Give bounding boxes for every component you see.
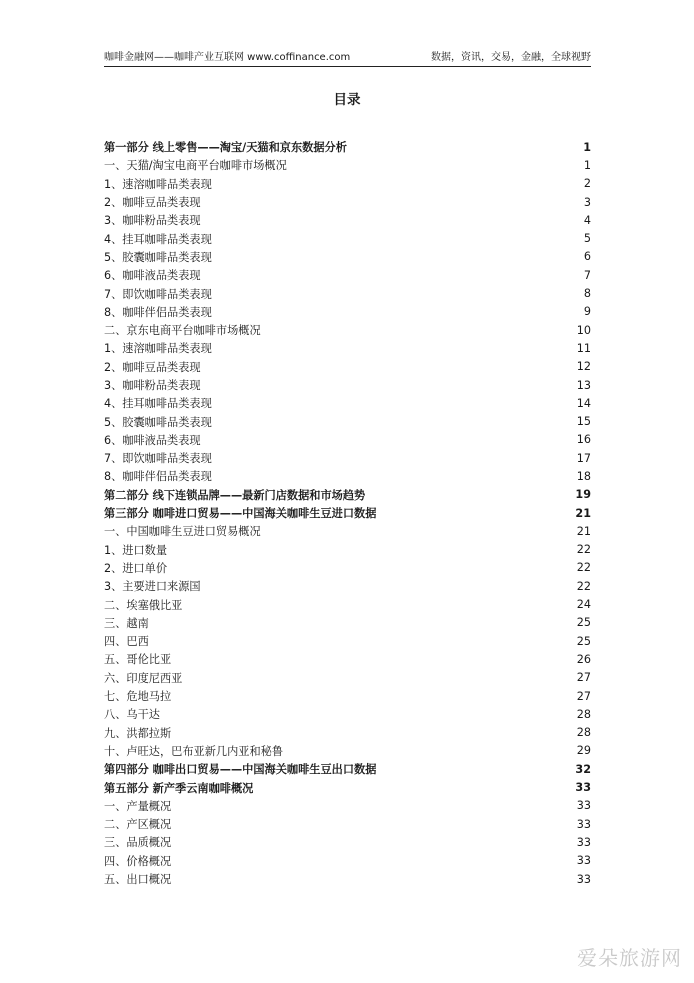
toc-entry-page-number: 33: [576, 854, 591, 868]
toc-entry-label: 三、品质概况: [104, 836, 172, 850]
toc-entry-label: 3、主要进口来源国: [104, 580, 201, 594]
page-header: [104, 50, 591, 67]
toc-entry[interactable]: [104, 522, 591, 540]
toc-part-entry[interactable]: [104, 486, 591, 504]
toc-entry[interactable]: [104, 815, 591, 833]
toc-entry-page-number: 2: [583, 177, 591, 191]
toc-entry[interactable]: [104, 595, 591, 613]
toc-entry-label: 4、挂耳咖啡品类表现: [104, 232, 212, 246]
toc-entry-label: 六、印度尼西亚: [104, 671, 183, 685]
toc-entry-page-number: 27: [576, 671, 591, 685]
toc-entry-page-number: 19: [575, 488, 591, 502]
toc-entry-page-number: 28: [576, 726, 591, 740]
toc-entry-page-number: 27: [576, 689, 591, 703]
toc-entry[interactable]: [104, 339, 591, 357]
toc-entry-label: 3、咖啡粉品类表现: [104, 379, 201, 392]
toc-entry-label: 七、危地马拉: [104, 690, 172, 704]
toc-entry[interactable]: [104, 650, 591, 668]
toc-entry-page-number: 13: [576, 378, 591, 392]
toc-entry-label: 五、哥伦比亚: [104, 653, 172, 667]
toc-entry[interactable]: [104, 321, 591, 339]
toc-entry-label: 1、进口数量: [104, 543, 168, 557]
toc-entry-page-number: 4: [583, 213, 591, 227]
toc-entry-label: 7、即饮咖啡品类表现: [104, 452, 212, 466]
toc-entry-page-number: 7: [583, 268, 591, 282]
toc-entry[interactable]: [104, 431, 591, 449]
toc-entry-label: 三、越南: [104, 616, 149, 630]
toc-entry[interactable]: [104, 394, 591, 412]
toc-entry[interactable]: [104, 284, 591, 302]
toc-entry[interactable]: [104, 742, 591, 760]
toc-entry[interactable]: [104, 797, 591, 815]
toc-entry-label: 1、速溶咖啡品类表现: [104, 177, 212, 191]
toc-entry-label: 第四部分 咖啡出口贸易——中国海关咖啡生豆出口数据: [104, 763, 377, 777]
toc-entry-page-number: 9: [583, 305, 591, 319]
table-of-contents: [104, 138, 591, 888]
toc-entry-page-number: 10: [576, 323, 591, 337]
toc-entry-label: 第二部分 线下连锁品牌——最新门店数据和市场趋势: [104, 488, 366, 502]
toc-entry-page-number: 33: [575, 781, 591, 795]
toc-entry-page-number: 8: [583, 287, 591, 301]
toc-entry-label: 4、挂耳咖啡品类表现: [104, 397, 212, 411]
toc-entry-label: 3、咖啡粉品类表现: [104, 214, 201, 228]
toc-entry[interactable]: [104, 541, 591, 559]
toc-entry-label: 1、速溶咖啡品类表现: [104, 342, 212, 356]
toc-entry-label: 一、产量概况: [104, 799, 172, 813]
toc-entry-page-number: 18: [576, 469, 591, 483]
toc-entry-page-number: 3: [583, 195, 591, 209]
toc-part-entry[interactable]: [104, 760, 591, 778]
toc-entry-page-number: 33: [576, 872, 591, 886]
toc-entry-page-number: 16: [576, 433, 591, 447]
toc-entry-label: 5、胶囊咖啡品类表现: [104, 415, 212, 429]
toc-entry-page-number: 33: [576, 835, 591, 849]
toc-entry-label: 2、咖啡豆品类表现: [104, 360, 201, 374]
toc-entry-page-number: 29: [576, 744, 591, 758]
toc-entry[interactable]: [104, 248, 591, 266]
toc-part-entry[interactable]: [104, 504, 591, 522]
toc-entry-label: 7、即饮咖啡品类表现: [104, 287, 212, 301]
toc-entry-page-number: 22: [576, 543, 591, 557]
toc-entry-label: 四、价格概况: [104, 854, 172, 868]
toc-entry-page-number: 12: [576, 360, 591, 374]
toc-entry-label: 6、咖啡液品类表现: [104, 433, 201, 447]
toc-entry[interactable]: [104, 229, 591, 247]
toc-entry-page-number: 17: [576, 451, 591, 465]
toc-entry-page-number: 25: [576, 616, 591, 630]
toc-entry[interactable]: [104, 852, 591, 870]
toc-entry-label: 二、产区概况: [104, 818, 172, 832]
toc-part-entry[interactable]: [104, 138, 591, 156]
toc-entry-label: 一、中国咖啡生豆进口贸易概况: [104, 525, 261, 539]
toc-entry-page-number: 6: [583, 250, 591, 264]
toc-entry[interactable]: [104, 303, 591, 321]
toc-entry-label: 第三部分 咖啡进口贸易——中国海关咖啡生豆进口数据: [104, 507, 377, 521]
toc-entry-label: 2、进口单价: [104, 561, 168, 575]
toc-entry-label: 四、巴西: [104, 635, 149, 649]
toc-entry[interactable]: [104, 193, 591, 211]
toc-entry-label: 五、出口概况: [104, 873, 172, 887]
toc-entry[interactable]: [104, 266, 591, 284]
toc-entry-page-number: 24: [576, 598, 591, 612]
toc-entry-label: 8、咖啡伴侣品类表现: [104, 470, 212, 484]
toc-entry-page-number: 22: [576, 579, 591, 593]
toc-entry-label: 6、咖啡液品类表现: [104, 269, 201, 283]
toc-entry-label: 5、胶囊咖啡品类表现: [104, 250, 212, 264]
toc-entry[interactable]: [104, 175, 591, 193]
toc-entry[interactable]: [104, 614, 591, 632]
toc-entry-page-number: 1: [583, 158, 591, 172]
toc-entry-page-number: 25: [576, 634, 591, 648]
toc-entry[interactable]: [104, 669, 591, 687]
toc-entry[interactable]: [104, 632, 591, 650]
toc-entry-page-number: 33: [576, 799, 591, 813]
toc-part-entry[interactable]: [104, 778, 591, 796]
toc-entry-page-number: 14: [576, 396, 591, 410]
toc-entry[interactable]: [104, 449, 591, 467]
toc-entry-label: 二、埃塞俄比亚: [104, 598, 183, 612]
toc-entry[interactable]: [104, 559, 591, 577]
toc-entry[interactable]: [104, 724, 591, 742]
toc-entry-label: 九、洪都拉斯: [104, 726, 172, 740]
toc-entry-page-number: 5: [583, 232, 591, 246]
toc-entry-page-number: 22: [576, 561, 591, 575]
toc-entry[interactable]: [104, 156, 591, 174]
toc-entry[interactable]: [104, 211, 591, 229]
toc-title: 目录: [333, 92, 361, 108]
toc-entry[interactable]: [104, 358, 591, 376]
toc-entry[interactable]: [104, 376, 591, 394]
toc-entry[interactable]: [104, 833, 591, 851]
toc-entry-label: 十、卢旺达，巴布亚新几内亚和秘鲁: [104, 744, 284, 758]
toc-entry[interactable]: [104, 705, 591, 723]
toc-entry-page-number: 15: [576, 415, 591, 429]
toc-entry-page-number: 11: [576, 341, 591, 355]
toc-entry-page-number: 26: [576, 652, 591, 666]
toc-entry-page-number: 28: [576, 707, 591, 721]
header-left-text: 咖啡金融网——咖啡产业互联网 www.coffinance.com: [104, 52, 351, 63]
toc-entry-page-number: 33: [576, 817, 591, 831]
toc-entry[interactable]: [104, 412, 591, 430]
toc-entry-page-number: 1: [583, 140, 591, 154]
toc-entry-page-number: 21: [575, 506, 591, 520]
toc-entry[interactable]: [104, 577, 591, 595]
toc-entry-page-number: 32: [575, 762, 591, 776]
toc-entry-page-number: 21: [576, 524, 591, 538]
toc-entry-label: 第五部分 新产季云南咖啡概况: [104, 781, 254, 795]
watermark: 爱朵旅游网: [577, 946, 682, 970]
toc-entry-label: 八、乌干达: [104, 708, 160, 722]
toc-entry-label: 8、咖啡伴侣品类表现: [104, 305, 212, 319]
toc-entry-label: 第一部分 线上零售——淘宝/天猫和京东数据分析: [104, 141, 347, 155]
toc-entry-label: 2、咖啡豆品类表现: [104, 196, 201, 210]
header-right-text: 数据，资讯，交易，金融，全球视野: [431, 52, 591, 63]
toc-entry[interactable]: [104, 687, 591, 705]
toc-entry[interactable]: [104, 870, 591, 888]
toc-entry-label: 二、京东电商平台咖啡市场概况: [104, 324, 261, 338]
toc-entry[interactable]: [104, 467, 591, 485]
toc-entry-label: 一、天猫/淘宝电商平台咖啡市场概况: [104, 159, 287, 173]
